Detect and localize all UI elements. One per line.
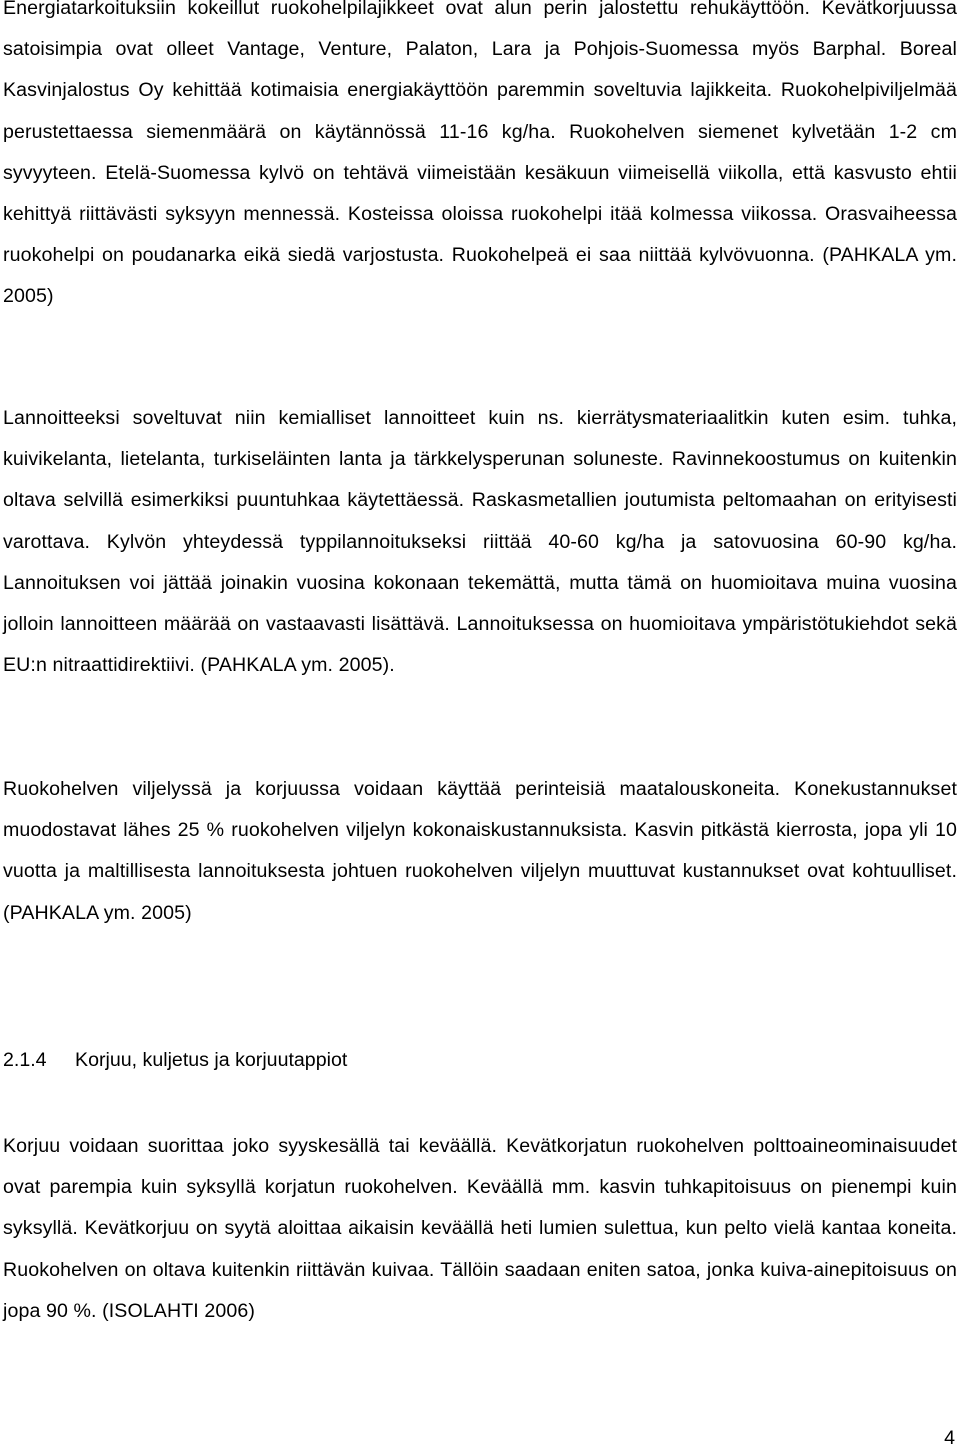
paragraph-cultivars: Energiatarkoituksiin kokeillut ruokohelpilajikkeet ovat alun perin jalostettu rehukäyttöön. Kevätkorjuussa satoisimpia ovat olleet Vantage, Venture, Palaton, Lara ja Pohjois-Suomessa myös Barphal. Boreal Kasvinjalostus Oy kehittää kotimaisia energiakäyttöön paremmin soveltuvia lajikkeita. Ruokohelpiviljelmää perustettaessa siemenmäärä on käytännössä 11-16 kg/ha. Ruokohelven siemenet kylvetään 1-2 cm syvyyteen. Etelä-Suomessa kylvö on tehtävä viimeistään kesäkuun viimeisellä viikolla, että kasvusto ehtii kehittyä riittävästi syksyyn mennessä. Kosteissa oloissa ruokohelpi itää kolmessa viikossa. Orasvaiheessa ruokohelpi on poudanarka eikä siedä varjostusta. Ruokohelpeä ei saa niittää kylvövuonna. (PAHKALA ym. 2005) [3,0,957,308]
page-number: 4 [944,1427,955,1449]
section-heading [3,1040,347,1081]
paragraph-fertilization: Lannoitteeksi soveltuvat niin kemialliset lannoitteet kuin ns. kierrätysmateriaalitkin kuten esim. tuhka, kuivikelanta, lietelanta, turkiseläinten lanta ja tärkkelysperunan soluneste. Ravinnekoostumus on kuitenkin oltava selvillä esimerkiksi puuntuhkaa käytettäessä. Raskasmetallien joutumista peltomaahan on erityisesti varottava. Kylvön yhteydessä typpilannoitukseksi riittää 40-60 kg/ha ja satovuosina 60-90 kg/ha. Lannoituksen voi jättää joinakin vuosina kokonaan tekemättä, mutta tämä on huomioitava muina vuosina jolloin lannoitteen määrää on vastaavasti lisättävä. Lannoituksessa on huomioitava ympäristötukiehdot sekä EU:n nitraattidirektiivi. (PAHKALA ym. 2005). [3,407,957,677]
paragraph-harvest: Korjuu voidaan suorittaa joko syyskesällä tai keväällä. Kevätkorjatun ruokohelven polttoaineominaisuudet ovat parempia kuin syksyllä korjatun ruokohelven. Keväällä mm. kasvin tuhkapitoisuus on pienempi kuin syksyllä. Kevätkorjuu on syytä aloittaa aikaisin keväällä heti lumien sulettua, kun pelto vielä kantaa koneita. Ruokohelven on oltava kuitenkin riittävän kuivaa. Tällöin saadaan eniten satoa, jonka kuiva-ainepitoisuus on jopa 90 %. (ISOLAHTI 2006) [3,1135,957,1322]
section-number: 2.1.4 [3,1049,47,1071]
section-title: Korjuu, kuljetus ja korjuutappiot [75,1049,348,1071]
paragraph-machinery-costs: Ruokohelven viljelyssä ja korjuussa voidaan käyttää perinteisiä maatalouskoneita. Konekustannukset muodostavat lähes 25 % ruokohelven viljelyn kokonaiskustannuksista. Kasvin pitkästä kierrosta, jopa yli 10 vuotta ja maltillisesta lannoituksesta johtuen ruokohelven viljelyn muuttuvat kustannukset ovat kohtuulliset. (PAHKALA ym. 2005) [3,778,957,924]
